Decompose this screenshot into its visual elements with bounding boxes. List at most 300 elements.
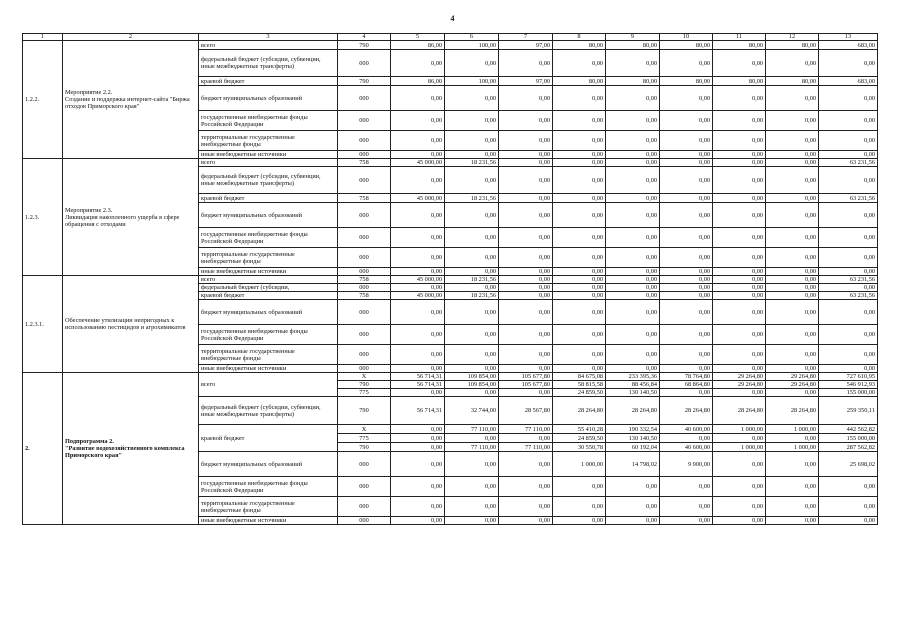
table-row: [23, 159, 878, 167]
year-value: 29 264,80: [766, 381, 819, 389]
budget-code: 000: [338, 167, 391, 194]
funding-source: территориальные государственные внебюджетные фонды: [199, 248, 338, 268]
year-value: 80,00: [766, 77, 819, 86]
year-value: 0,00: [445, 50, 499, 77]
item-number: 1.2.2.: [23, 41, 63, 159]
year-value: 0,00: [606, 86, 660, 111]
year-value: 0,00: [391, 50, 445, 77]
year-value: 0,00: [660, 159, 713, 167]
year-value: 0,00: [660, 86, 713, 111]
year-value: 0,00: [391, 284, 445, 292]
budget-code: 000: [338, 86, 391, 111]
total-value: 259 350,11: [819, 397, 878, 425]
column-number: 2: [63, 34, 199, 41]
year-value: 0,00: [445, 151, 499, 159]
year-value: 0,00: [766, 167, 819, 194]
funding-source: всего: [199, 159, 338, 167]
year-value: 0,00: [606, 111, 660, 131]
year-value: 0,00: [445, 477, 499, 497]
year-value: 0,00: [606, 292, 660, 300]
year-value: 0,00: [606, 477, 660, 497]
year-value: 0,00: [713, 151, 766, 159]
year-value: 18 231,56: [445, 159, 499, 167]
year-value: 0,00: [553, 325, 606, 345]
table-row: [23, 41, 878, 50]
year-value: 0,00: [499, 228, 553, 248]
year-value: 0,00: [766, 131, 819, 151]
year-value: 0,00: [445, 365, 499, 373]
year-value: 100,00: [445, 77, 499, 86]
year-value: 0,00: [713, 452, 766, 477]
year-value: 0,00: [660, 325, 713, 345]
column-number: 6: [445, 34, 499, 41]
year-value: 0,00: [553, 300, 606, 325]
year-value: 29 264,80: [766, 373, 819, 381]
year-value: 0,00: [766, 517, 819, 525]
year-value: 0,00: [553, 167, 606, 194]
budget-code: 000: [338, 325, 391, 345]
funding-source: государственные внебюджетные фонды Российской Федерации: [199, 477, 338, 497]
total-value: 0,00: [819, 517, 878, 525]
year-value: 130 140,50: [606, 434, 660, 443]
year-value: 0,00: [660, 203, 713, 228]
budget-code: 790: [338, 443, 391, 452]
year-value: 0,00: [713, 434, 766, 443]
year-value: 18 231,56: [445, 276, 499, 284]
year-value: 78 764,80: [660, 373, 713, 381]
year-value: 0,00: [391, 203, 445, 228]
budget-code: 790: [338, 77, 391, 86]
year-value: 0,00: [660, 389, 713, 397]
year-value: 0,00: [391, 86, 445, 111]
total-value: 0,00: [819, 365, 878, 373]
year-value: 0,00: [553, 248, 606, 268]
year-value: 45 000,00: [391, 292, 445, 300]
year-value: 80,00: [660, 77, 713, 86]
year-value: 0,00: [660, 292, 713, 300]
year-value: 0,00: [606, 159, 660, 167]
column-number: 1: [23, 34, 63, 41]
year-value: 0,00: [713, 194, 766, 203]
year-value: 0,00: [713, 300, 766, 325]
year-value: 0,00: [660, 517, 713, 525]
year-value: 0,00: [553, 268, 606, 276]
year-value: 0,00: [553, 345, 606, 365]
column-number: 13: [819, 34, 878, 41]
year-value: 0,00: [766, 194, 819, 203]
year-value: 0,00: [553, 284, 606, 292]
total-value: 442 562,82: [819, 425, 878, 434]
total-value: 0,00: [819, 300, 878, 325]
year-value: 0,00: [499, 292, 553, 300]
year-value: 0,00: [766, 50, 819, 77]
year-value: 58 815,58: [553, 381, 606, 389]
total-value: 683,00: [819, 41, 878, 50]
budget-code: 790: [338, 397, 391, 425]
funding-source: территориальные государственные внебюджетные фонды: [199, 345, 338, 365]
year-value: 80,00: [766, 41, 819, 50]
year-value: 0,00: [606, 268, 660, 276]
total-value: 0,00: [819, 151, 878, 159]
year-value: 0,00: [766, 276, 819, 284]
year-value: 28 567,80: [499, 397, 553, 425]
year-value: 97,00: [499, 41, 553, 50]
year-value: 0,00: [660, 248, 713, 268]
funding-source: федеральный бюджет (субсидии,: [199, 284, 338, 292]
year-value: 0,00: [713, 167, 766, 194]
year-value: 0,00: [766, 497, 819, 517]
total-value: 0,00: [819, 268, 878, 276]
year-value: 0,00: [713, 497, 766, 517]
year-value: 0,00: [713, 389, 766, 397]
year-value: 0,00: [606, 203, 660, 228]
year-value: 45 000,00: [391, 159, 445, 167]
year-value: 0,00: [713, 159, 766, 167]
year-value: 105 677,80: [499, 373, 553, 381]
year-value: 0,00: [499, 300, 553, 325]
year-value: 0,00: [766, 268, 819, 276]
year-value: 56 714,31: [391, 397, 445, 425]
year-value: 0,00: [553, 292, 606, 300]
year-value: 0,00: [766, 248, 819, 268]
year-value: 0,00: [553, 228, 606, 248]
year-value: 0,00: [766, 325, 819, 345]
budget-code: 000: [338, 248, 391, 268]
column-number: 7: [499, 34, 553, 41]
total-value: 727 610,95: [819, 373, 878, 381]
column-number: 5: [391, 34, 445, 41]
year-value: 0,00: [766, 111, 819, 131]
year-value: 0,00: [660, 194, 713, 203]
funding-source: краевой бюджет: [199, 77, 338, 86]
year-value: 0,00: [499, 86, 553, 111]
funding-source: иные внебюджетные источники: [199, 517, 338, 525]
year-value: 40 600,00: [660, 443, 713, 452]
year-value: 80,00: [553, 41, 606, 50]
year-value: 60 192,04: [606, 443, 660, 452]
year-value: 1 000,00: [713, 443, 766, 452]
budget-code: 000: [338, 50, 391, 77]
budget-code: 000: [338, 203, 391, 228]
total-value: 0,00: [819, 50, 878, 77]
year-value: 0,00: [499, 434, 553, 443]
item-number: 1.2.3.1.: [23, 276, 63, 373]
year-value: 0,00: [553, 50, 606, 77]
year-value: 0,00: [553, 131, 606, 151]
year-value: 86,00: [391, 41, 445, 50]
item-name: Мероприятие 2.2. Создание и поддержка интернет-сайта "Биржа отходов Приморского края": [63, 41, 199, 159]
year-value: 56 714,31: [391, 373, 445, 381]
year-value: 1 000,00: [553, 452, 606, 477]
total-value: 63 231,56: [819, 292, 878, 300]
year-value: 0,00: [660, 268, 713, 276]
year-value: 0,00: [499, 345, 553, 365]
year-value: 0,00: [499, 111, 553, 131]
year-value: 0,00: [660, 284, 713, 292]
year-value: 0,00: [445, 452, 499, 477]
year-value: 68 864,80: [660, 381, 713, 389]
total-value: 0,00: [819, 248, 878, 268]
year-value: 0,00: [660, 228, 713, 248]
year-value: 0,00: [766, 389, 819, 397]
page-number: 4: [450, 14, 455, 23]
year-value: 80,00: [553, 77, 606, 86]
year-value: 0,00: [553, 86, 606, 111]
year-value: 0,00: [606, 276, 660, 284]
budget-code: 758: [338, 194, 391, 203]
year-value: 0,00: [391, 228, 445, 248]
total-value: 0,00: [819, 203, 878, 228]
funding-source: бюджет муниципальных образований: [199, 300, 338, 325]
funding-source: всего: [199, 41, 338, 50]
year-value: 0,00: [391, 517, 445, 525]
table-row: [23, 373, 878, 381]
year-value: 0,00: [606, 497, 660, 517]
total-value: 0,00: [819, 284, 878, 292]
year-value: 0,00: [499, 477, 553, 497]
year-value: 190 332,54: [606, 425, 660, 434]
total-value: 155 000,00: [819, 389, 878, 397]
funding-source: территориальные государственные внебюджетные фонды: [199, 131, 338, 151]
total-value: 63 231,56: [819, 194, 878, 203]
year-value: 86,00: [391, 77, 445, 86]
year-value: 0,00: [391, 300, 445, 325]
budget-code: 790: [338, 381, 391, 389]
year-value: 0,00: [606, 151, 660, 159]
year-value: 0,00: [766, 345, 819, 365]
year-value: 0,00: [713, 86, 766, 111]
year-value: 0,00: [713, 276, 766, 284]
year-value: 0,00: [713, 248, 766, 268]
year-value: 0,00: [766, 434, 819, 443]
year-value: 100,00: [445, 41, 499, 50]
year-value: 0,00: [766, 159, 819, 167]
column-number: 8: [553, 34, 606, 41]
year-value: 0,00: [660, 167, 713, 194]
column-number: 10: [660, 34, 713, 41]
year-value: 0,00: [445, 284, 499, 292]
year-value: 0,00: [553, 203, 606, 228]
year-value: 0,00: [713, 345, 766, 365]
year-value: 0,00: [553, 151, 606, 159]
year-value: 80,00: [606, 77, 660, 86]
funding-source: всего: [199, 276, 338, 284]
year-value: 0,00: [713, 50, 766, 77]
year-value: 45 000,00: [391, 194, 445, 203]
column-number: 11: [713, 34, 766, 41]
year-value: 130 140,50: [606, 389, 660, 397]
year-value: 0,00: [553, 477, 606, 497]
budget-code: 000: [338, 151, 391, 159]
funding-source: государственные внебюджетные фонды Российской Федерации: [199, 228, 338, 248]
year-value: 77 110,00: [445, 443, 499, 452]
year-value: 0,00: [499, 452, 553, 477]
year-value: 0,00: [445, 300, 499, 325]
year-value: 0,00: [499, 248, 553, 268]
year-value: 0,00: [660, 50, 713, 77]
year-value: 0,00: [391, 248, 445, 268]
year-value: 0,00: [660, 151, 713, 159]
total-value: 0,00: [819, 325, 878, 345]
funding-source: иные внебюджетные источники: [199, 268, 338, 276]
column-number-row: [23, 34, 878, 41]
item-name: Обеспечение утилизации непригодных к использованию пестицидов и агрохимикатов: [63, 276, 199, 373]
year-value: 0,00: [766, 452, 819, 477]
funding-source: иные внебюджетные источники: [199, 151, 338, 159]
year-value: 0,00: [713, 268, 766, 276]
year-value: 0,00: [660, 276, 713, 284]
year-value: 0,00: [391, 443, 445, 452]
year-value: 233 395,36: [606, 373, 660, 381]
year-value: 80,00: [660, 41, 713, 50]
year-value: 0,00: [660, 365, 713, 373]
budget-code: 000: [338, 284, 391, 292]
year-value: 0,00: [606, 228, 660, 248]
budget-code: 000: [338, 345, 391, 365]
year-value: 0,00: [499, 131, 553, 151]
column-number: 12: [766, 34, 819, 41]
total-value: 0,00: [819, 497, 878, 517]
year-value: 0,00: [391, 389, 445, 397]
funding-source: иные внебюджетные источники: [199, 365, 338, 373]
funding-source: федеральный бюджет (субсидии, субвенции, иные межбюджетные трансферты): [199, 397, 338, 425]
year-value: 0,00: [553, 497, 606, 517]
year-value: 0,00: [606, 325, 660, 345]
year-value: 0,00: [445, 517, 499, 525]
year-value: 77 110,00: [499, 425, 553, 434]
year-value: 0,00: [499, 389, 553, 397]
year-value: 28 264,80: [713, 397, 766, 425]
year-value: 0,00: [445, 325, 499, 345]
year-value: 18 231,56: [445, 194, 499, 203]
budget-code: 000: [338, 268, 391, 276]
year-value: 0,00: [499, 50, 553, 77]
year-value: 0,00: [499, 151, 553, 159]
item-number: 2.: [23, 373, 63, 525]
year-value: 0,00: [445, 86, 499, 111]
column-number: 9: [606, 34, 660, 41]
year-value: 84 675,08: [553, 373, 606, 381]
year-value: 0,00: [445, 111, 499, 131]
year-value: 0,00: [499, 325, 553, 345]
year-value: 0,00: [606, 365, 660, 373]
year-value: 0,00: [391, 325, 445, 345]
year-value: 0,00: [391, 167, 445, 194]
budget-table: [22, 33, 878, 525]
year-value: 0,00: [391, 131, 445, 151]
year-value: 1 000,00: [766, 443, 819, 452]
year-value: 30 550,78: [553, 443, 606, 452]
item-number: 1.2.3.: [23, 159, 63, 276]
funding-source: федеральный бюджет (субсидии, субвенции, иные межбюджетные трансферты): [199, 50, 338, 77]
year-value: 0,00: [445, 248, 499, 268]
budget-code: 790: [338, 41, 391, 50]
budget-code: 000: [338, 452, 391, 477]
year-value: 0,00: [766, 151, 819, 159]
budget-code: 000: [338, 111, 391, 131]
year-value: 0,00: [499, 517, 553, 525]
budget-code: X: [338, 425, 391, 434]
year-value: 24 859,50: [553, 434, 606, 443]
year-value: 56 714,31: [391, 381, 445, 389]
year-value: 0,00: [499, 276, 553, 284]
year-value: 45 000,00: [391, 276, 445, 284]
funding-source: территориальные государственные внебюджетные фонды: [199, 497, 338, 517]
year-value: 0,00: [660, 345, 713, 365]
year-value: 0,00: [391, 365, 445, 373]
item-name: Подпрограмма 2. "Развитие водохозяйственного комплекса Приморского края": [63, 373, 199, 525]
total-value: 0,00: [819, 228, 878, 248]
year-value: 0,00: [553, 159, 606, 167]
year-value: 80,00: [606, 41, 660, 50]
year-value: 88 456,84: [606, 381, 660, 389]
budget-code: 758: [338, 276, 391, 284]
total-value: 683,00: [819, 77, 878, 86]
year-value: 0,00: [660, 477, 713, 497]
year-value: 9 900,00: [660, 452, 713, 477]
year-value: 0,00: [606, 131, 660, 151]
year-value: 0,00: [391, 425, 445, 434]
year-value: 18 231,56: [445, 292, 499, 300]
total-value: 25 698,02: [819, 452, 878, 477]
budget-code: 775: [338, 389, 391, 397]
year-value: 1 000,00: [713, 425, 766, 434]
year-value: 0,00: [445, 268, 499, 276]
budget-code: 000: [338, 131, 391, 151]
budget-code: 775: [338, 434, 391, 443]
year-value: 0,00: [713, 284, 766, 292]
year-value: 0,00: [499, 167, 553, 194]
year-value: 0,00: [499, 497, 553, 517]
year-value: 0,00: [606, 50, 660, 77]
year-value: 0,00: [606, 284, 660, 292]
total-value: 63 231,56: [819, 159, 878, 167]
year-value: 0,00: [660, 300, 713, 325]
year-value: 0,00: [499, 284, 553, 292]
budget-code: 000: [338, 300, 391, 325]
year-value: 0,00: [445, 228, 499, 248]
year-value: 0,00: [445, 497, 499, 517]
funding-source: государственные внебюджетные фонды Российской Федерации: [199, 325, 338, 345]
funding-source: краевой бюджет: [199, 194, 338, 203]
year-value: 0,00: [713, 131, 766, 151]
budget-code: 000: [338, 497, 391, 517]
funding-source: всего: [199, 373, 338, 397]
year-value: 0,00: [606, 167, 660, 194]
year-value: 0,00: [713, 517, 766, 525]
year-value: 0,00: [766, 284, 819, 292]
total-value: 0,00: [819, 86, 878, 111]
year-value: 0,00: [766, 365, 819, 373]
year-value: 0,00: [660, 497, 713, 517]
year-value: 0,00: [606, 517, 660, 525]
year-value: 0,00: [766, 203, 819, 228]
year-value: 0,00: [713, 477, 766, 497]
year-value: 0,00: [766, 477, 819, 497]
year-value: 97,00: [499, 77, 553, 86]
year-value: 0,00: [553, 111, 606, 131]
year-value: 40 600,00: [660, 425, 713, 434]
year-value: 28 264,80: [660, 397, 713, 425]
funding-source: федеральный бюджет (субсидии, субвенции, иные межбюджетные трансферты): [199, 167, 338, 194]
funding-source: бюджет муниципальных образований: [199, 86, 338, 111]
item-name: Мероприятие 2.3. Ликвидация накопленного ущерба в сфере обращения с отходами: [63, 159, 199, 276]
year-value: 14 798,02: [606, 452, 660, 477]
year-value: 0,00: [499, 203, 553, 228]
year-value: 0,00: [499, 365, 553, 373]
year-value: 0,00: [445, 203, 499, 228]
table-row: [23, 276, 878, 284]
